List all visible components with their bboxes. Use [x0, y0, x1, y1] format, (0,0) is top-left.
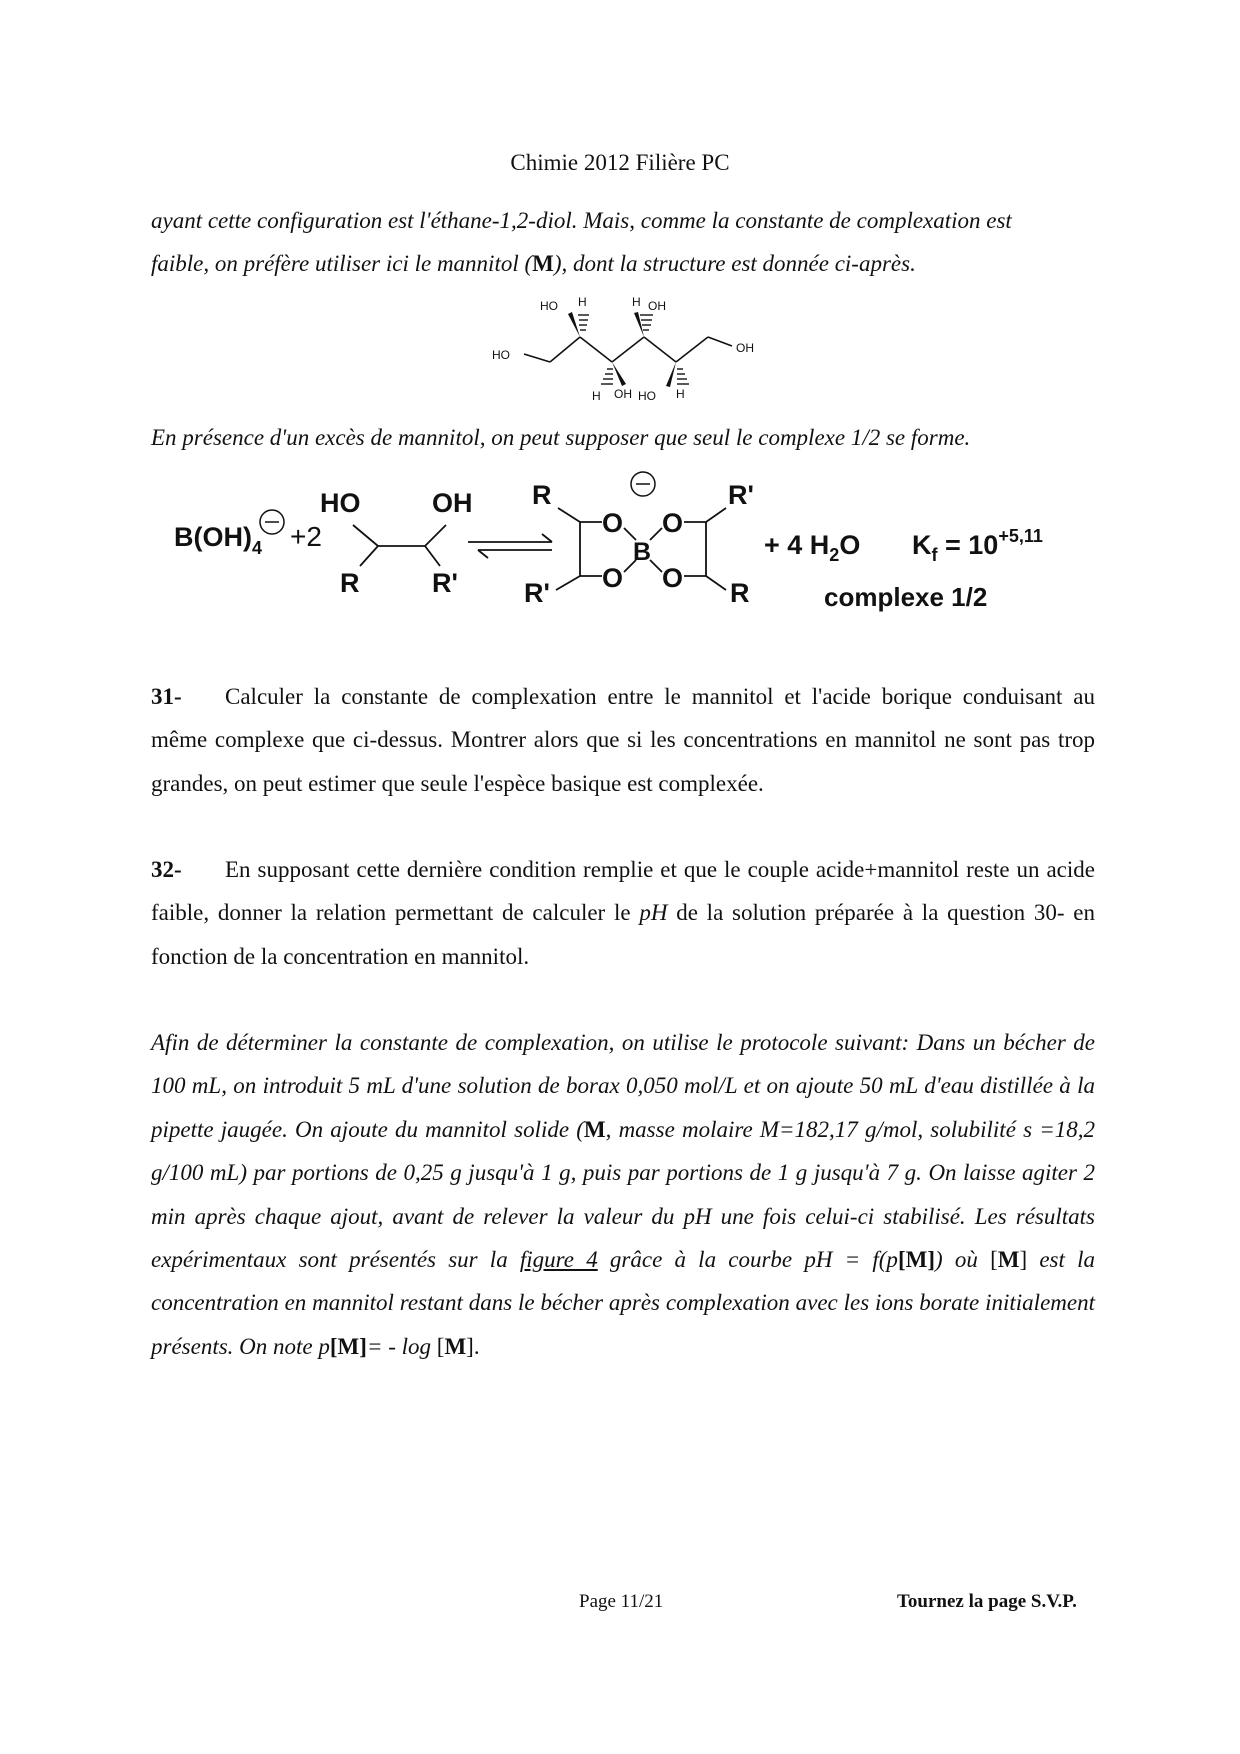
complex-r-prime-bottom: R' [524, 578, 550, 608]
protocol-bracket-open-3: [ [329, 1333, 338, 1359]
complex-label: complexe 1/2 [824, 582, 988, 612]
question-32 [151, 848, 1095, 978]
diol-ho: HO [320, 488, 361, 518]
water-sub: 2 [829, 545, 840, 565]
kf-exp: +5,11 [998, 526, 1043, 546]
figure-4-link[interactable]: figure 4 [519, 1247, 598, 1273]
intro-line-2b: ), dont la structure est donnée ci-après. [553, 251, 916, 277]
label-h-4: H [676, 387, 685, 401]
diol-r-prime: R' [432, 568, 458, 598]
kf-k: K [912, 530, 932, 560]
question-32-text-a: En supposant cette dernière condition remplie et que le couple acide+mannitol reste un acide faible, donner la relation permettant de calculer le [151, 857, 1095, 926]
protocol-text-2: , masse molaire M=182,17 g/mol, solubilité s =18,2 g/100 mL) par portions de 0,25 g jusqu'à 1 g, puis par portions de 1 g jusqu'à 7 g. On laisse agiter 2 min après chaque ajout, avant de relever la valeur du pH une fois celui-ci stabilisé. Les résultats expérimentaux sont présentés sur la [151, 1116, 1095, 1273]
protocol-text-7: . [473, 1333, 480, 1359]
label-ho-3: HO [638, 389, 656, 403]
label-oh-2: OH [736, 341, 754, 355]
protocol-m-3: M [997, 1247, 1020, 1273]
protocol-m-5: M [444, 1333, 467, 1359]
wedge-c5-down [666, 362, 676, 387]
intro-line-1: ayant cette configuration est l'éthane-1,2-diol. Mais, comme la constante de complexation est [151, 208, 1012, 233]
turn-page-note: Tournez la page S.V.P. [897, 1591, 1077, 1612]
equilibrium-arrow [468, 534, 552, 558]
water-plus: + 4 H [764, 530, 830, 560]
complex-o-3: O [602, 563, 624, 593]
reaction-scheme [170, 462, 1090, 622]
protocol-text-5: est la concentration en mannitol restant dans le bécher après complexation avec les ions borate initialement présents. On note p [151, 1247, 1095, 1359]
protocol-m-4: M [337, 1333, 360, 1359]
question-32-text-b: de la solution préparée à la question 30- en fonction de la concentration en mannitol. [151, 900, 1095, 969]
label-h-3: H [592, 389, 601, 403]
protocol-text-3: grâce à la courbe pH = f(p [597, 1247, 898, 1273]
water-o: O [839, 530, 861, 560]
label-oh-1: OH [648, 299, 666, 313]
label-h-1: H [578, 295, 587, 309]
reactant-borate-sub: 4 [251, 538, 262, 558]
complex-o-1: O [602, 508, 624, 538]
label-ho-1: HO [492, 348, 510, 362]
kf-sub: f [931, 545, 938, 565]
label-ho-2: HO [540, 299, 558, 313]
protocol-text-4: ) où [935, 1247, 991, 1273]
protocol-bracket-close-4: ] [466, 1333, 474, 1359]
label-oh-3: OH [614, 387, 632, 401]
ph-symbol: pH [639, 900, 668, 926]
protocol-bracket-open-2: [ [990, 1247, 998, 1273]
complex-b: B [633, 538, 652, 566]
complex-r-top: R [532, 480, 552, 510]
complex-r-prime-top: R' [728, 480, 754, 510]
complex-o-2: O [662, 508, 684, 538]
complex-o-4: O [662, 563, 684, 593]
protocol-bracket-close-3: ] [359, 1333, 367, 1359]
diol-oh: OH [432, 488, 473, 518]
mannitol-symbol: M [532, 251, 554, 277]
reactant-borate: B(OH) [174, 522, 252, 552]
protocol-m-1: M [583, 1116, 606, 1142]
protocol-bracket-close-2: ] [1019, 1247, 1028, 1273]
svg-text:+ 4 H2O [764, 530, 860, 565]
complex-r-bottom: R [730, 578, 750, 608]
protocol-text-1: Afin de déterminer la constante de complexation, on utilise le protocole suivant: Dans un bécher de 100 mL, on introduit 5 mL d'une solution de borax 0,050 mol/L et on ajoute 50 mL d'eau distillée à la pipette jaugée. On ajoute du mannitol solide ( [151, 1030, 1095, 1142]
svg-text:B(OH)4 [174, 522, 262, 558]
intro-line-2a: faible, on préfère utiliser ici le mannitol ( [151, 251, 533, 277]
kf-eq: = 10 [937, 530, 999, 560]
coefficient: +2 [290, 521, 322, 552]
intro-paragraph [151, 199, 1095, 286]
page-number: Page 11/21 [579, 1591, 664, 1612]
protocol-m-2: M [905, 1247, 928, 1273]
wedge-c3-down [612, 362, 626, 386]
protocol-bracket-open-4: [ [436, 1333, 445, 1359]
protocol-text-6: = - log [366, 1333, 437, 1359]
question-31 [151, 675, 1095, 805]
mannitol-structure [480, 292, 770, 408]
question-31-number: 31- [151, 684, 182, 709]
protocol-bracket-open-1: [ [897, 1247, 906, 1273]
question-31-text: Calculer la constante de complexation entre le mannitol et l'acide borique conduisant au même complexe que ci-dessus. Montrer alors que si les concentrations en mannitol ne sont pas trop grandes, on peut estimer que seule l'espèce basique est complexée. [151, 684, 1095, 796]
page-header: Chimie 2012 Filière PC [510, 150, 730, 175]
protocol-paragraph [151, 1021, 1095, 1368]
wedge-c2-up [568, 312, 580, 337]
question-32-number: 32- [151, 857, 182, 882]
excess-sentence: En présence d'un excès de mannitol, on peut supposer que seul le complexe 1/2 se forme. [151, 425, 971, 450]
label-h-2: H [632, 295, 641, 309]
svg-text:Kf = 10+5,11 [912, 526, 1043, 565]
protocol-bracket-close-1: ] [927, 1247, 935, 1273]
diol-r: R [340, 568, 360, 598]
